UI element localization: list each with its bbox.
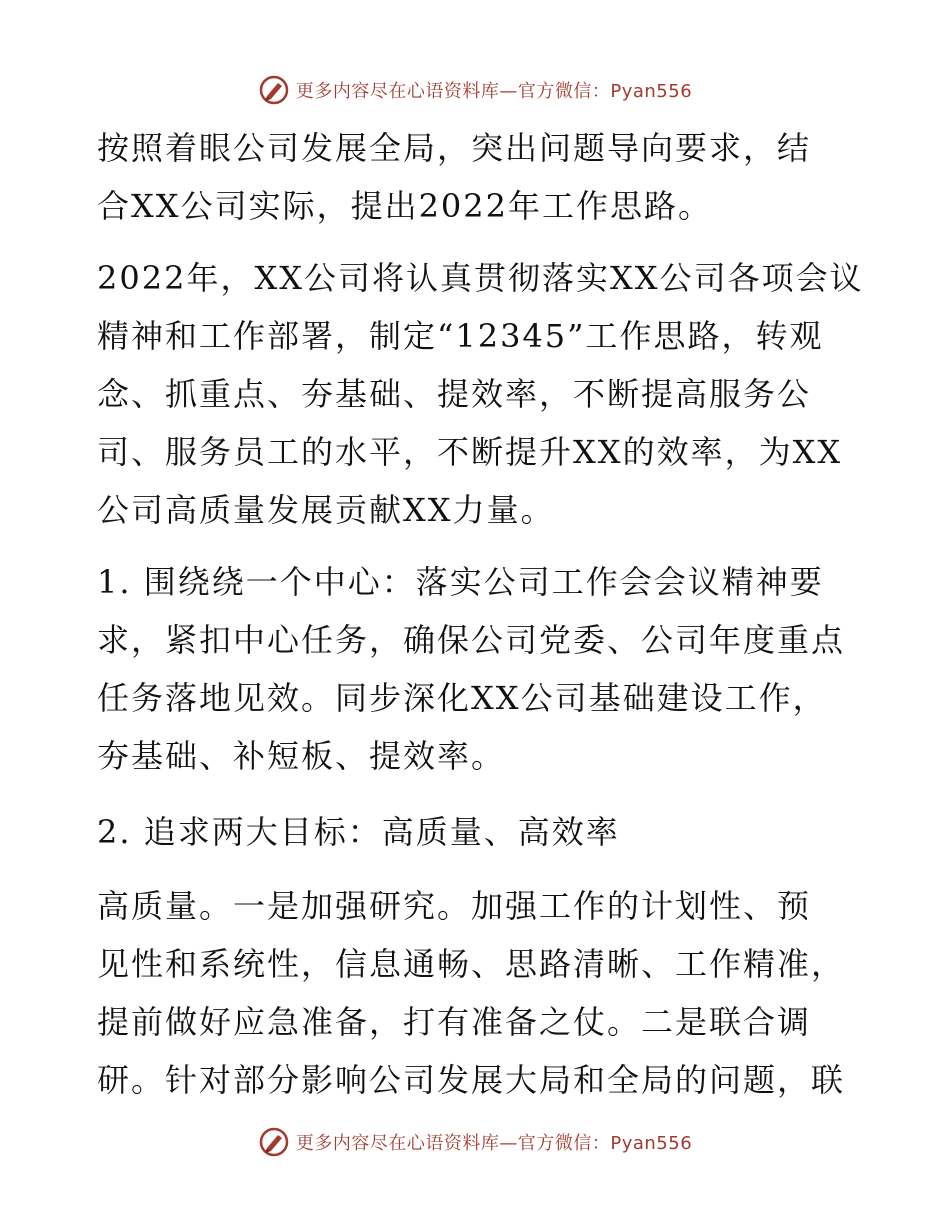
text-line: 念、抓重点、夯基础、提效率，不断提高服务公 <box>97 375 812 413</box>
text-line: 研。针对部分影响公司发展大局和全局的问题，联 <box>97 1061 846 1099</box>
text-line: 2. 追求两大目标：高质量、高效率 <box>97 813 620 851</box>
text-line: 任务落地见效。同步深化XX公司基础建设工作， <box>97 679 827 717</box>
text-line: 合XX公司实际，提出2022年工作思路。 <box>97 187 713 225</box>
header-banner <box>0 70 950 110</box>
pen-logo-icon <box>258 1126 290 1158</box>
text-line: 公司高质量发展贡献XX力量。 <box>97 491 555 529</box>
footer-banner-text: 更多内容尽在心语资料库—官方微信：Pyan556 <box>295 1133 693 1154</box>
text-line: 夯基础、补短板、提效率。 <box>97 737 506 775</box>
text-line: 司、服务员工的水平，不断提升XX的效率，为XX <box>97 433 843 471</box>
text-line: 按照着眼公司发展全局，突出问题导向要求，结 <box>97 129 812 167</box>
text-line: 见性和系统性，信息通畅、思路清晰、工作精准， <box>97 945 846 983</box>
text-line: 精神和工作部署，制定“12345”工作思路，转观 <box>97 317 824 355</box>
text-line: 求，紧扣中心任务，确保公司党委、公司年度重点 <box>97 621 846 659</box>
text-line: 高质量。一是加强研究。加强工作的计划性、预 <box>97 887 812 925</box>
text-line: 2022年，XX公司将认真贯彻落实XX公司各项会议 <box>97 259 864 297</box>
text-line: 提前做好应急准备，打有准备之仗。二是联合调 <box>97 1003 812 1041</box>
pen-logo-icon <box>258 74 290 106</box>
header-banner-text: 更多内容尽在心语资料库—官方微信：Pyan556 <box>295 81 693 102</box>
footer-banner <box>0 1122 950 1162</box>
text-line: 1. 围绕绕一个中心：落实公司工作会会议精神要 <box>97 563 824 601</box>
